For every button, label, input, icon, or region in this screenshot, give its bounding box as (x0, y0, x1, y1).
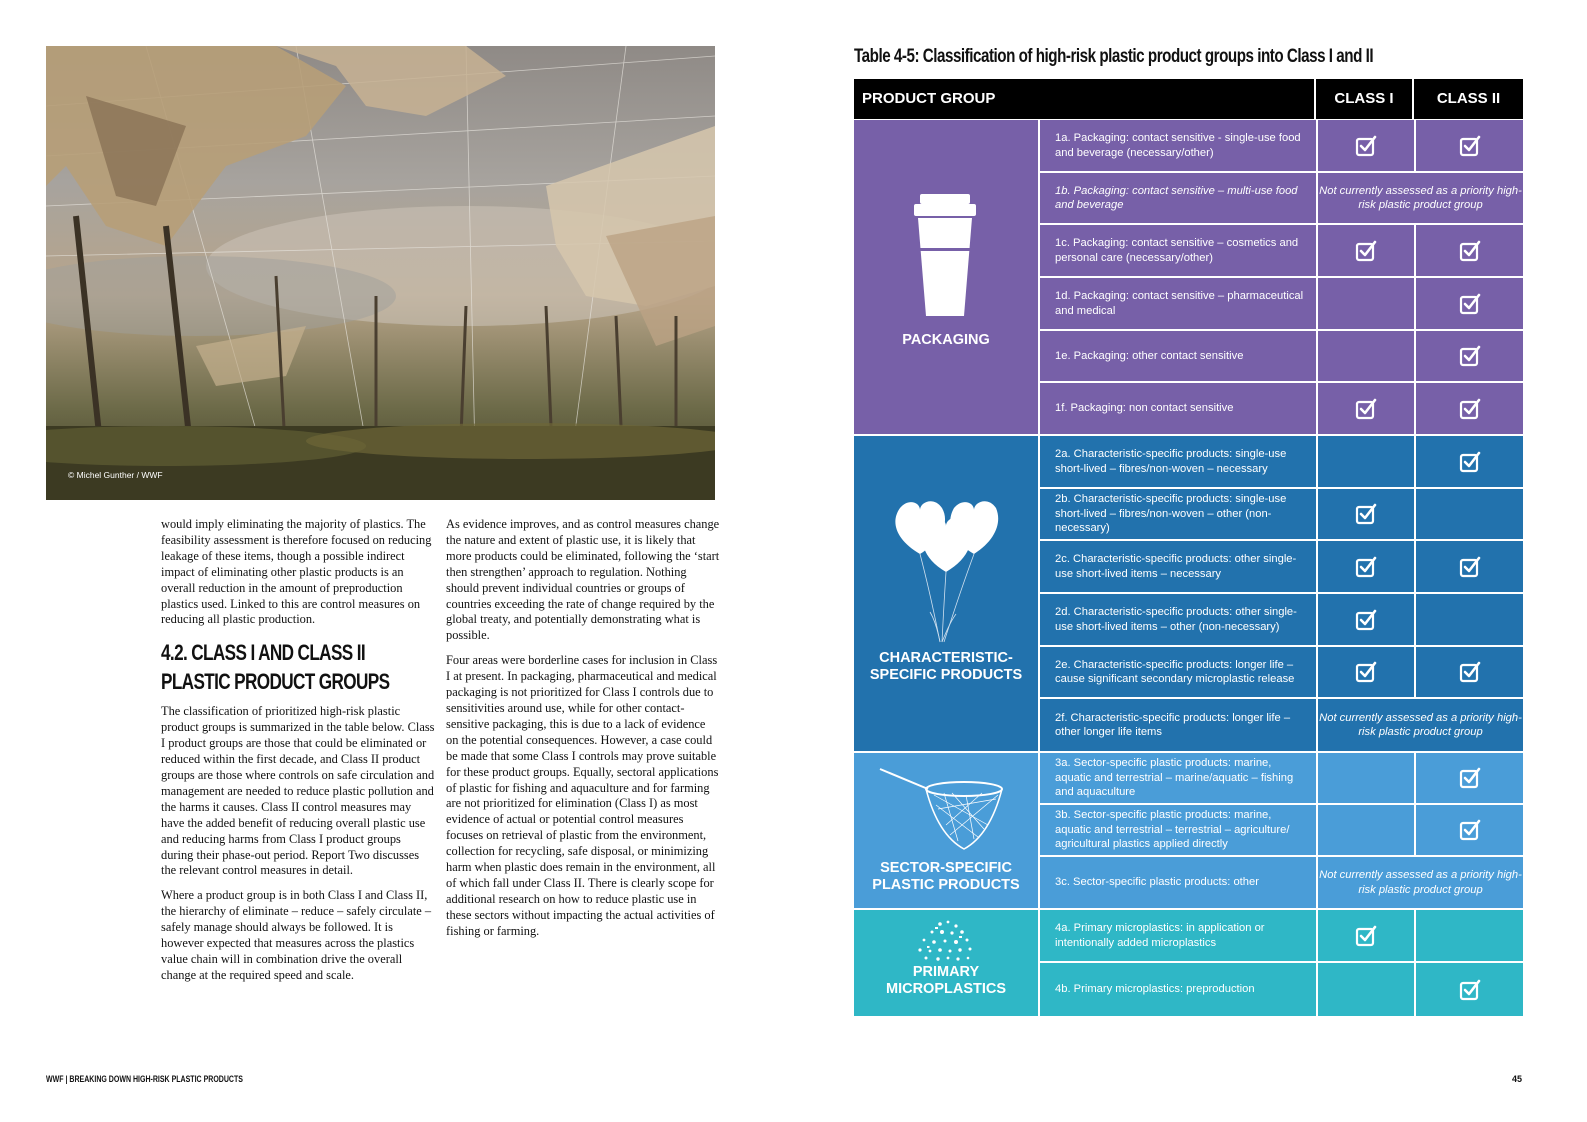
cell-divider (1414, 489, 1416, 539)
checkmark-icon (1459, 556, 1481, 578)
checkmark-icon (1459, 293, 1481, 315)
table-row (1040, 120, 1523, 171)
checkmark-icon (1459, 767, 1481, 789)
table-row (1040, 489, 1523, 539)
table-row (1040, 647, 1523, 697)
class-1-cell (1318, 541, 1414, 592)
table-row (1040, 857, 1523, 908)
not-assessed-note: Not currently assessed as a priority high-risk plastic product group (1319, 869, 1522, 896)
cell-divider (1414, 963, 1416, 1016)
class-1-cell (1318, 805, 1414, 855)
class-2-cell (1416, 647, 1523, 697)
header-class-1: CLASS I (1334, 90, 1394, 107)
table-row (1040, 805, 1523, 855)
paragraph: As evidence improves, and as control measures change the nature and extent of plastic use, it is likely that more products could be eliminated, following the ‘start then strengthen’ approach to regulation. Nothing should prevent individual countries or groups of countries exceeding the rate of change required by the global treaty, and potentially demonstrating what is possible. (446, 517, 720, 643)
text-column-2 (446, 517, 720, 949)
class-2-cell (1416, 541, 1523, 592)
paragraph: Four areas were borderline cases for inclusion in Class I at present. In packaging, pharmaceutical and medical packaging is not prioritized for Class I controls due to sensitivities around use, while for other contact-sensitive packaging, this is due to a lack of evidence on the potential consequences. However, a case could be made that some Class I controls may prove suitable for these product groups. Equally, sectoral applications of plastic for fishing and aquaculture and for farming are not prioritized for elimination (Class I) as most evidence of actual or potential control measures focuses on retrieval of plastic from the environment, collection for recycling, safe disposal, or minimizing harm when plastic does remain in the environment, all of which fall under Class II. There is clearly scope for additional research on how to reduce plastic use in these sectors without impacting the actual activities of fishing or farming. (446, 653, 719, 938)
cell-divider (1316, 910, 1318, 961)
table-title: Table 4-5: Classification of high-risk plastic product groups into Class I and II (854, 46, 1374, 67)
microplastics-icon (912, 918, 978, 962)
cell-divider (1414, 910, 1416, 961)
group-label-primary-microplastics: PRIMARY MICROPLASTICS (885, 964, 1007, 997)
header-product-group: PRODUCT GROUP (862, 90, 996, 107)
header-class-2: CLASS II (1436, 90, 1501, 107)
checkmark-icon (1355, 135, 1377, 157)
cell-divider (1414, 753, 1416, 803)
text-column-1 (161, 517, 436, 993)
class-1-cell (1318, 594, 1414, 645)
table-row (1040, 963, 1523, 1016)
cell-divider (1316, 541, 1318, 592)
table-row (1040, 594, 1523, 645)
group-characteristic-specific (854, 436, 1038, 751)
cell-divider (1414, 436, 1416, 487)
row-description: 1a. Packaging: contact sensitive - single-use food and beverage (necessary/other) (1055, 132, 1301, 159)
checkmark-icon (1459, 451, 1481, 473)
row-description: 3b. Sector-specific plastic products: marine, aquatic and terrestrial – terrestrial – agriculture/ agricultural plastics applied directly (1055, 809, 1290, 851)
cell-divider (1316, 963, 1318, 1016)
table-row (1040, 278, 1523, 329)
row-description: 2c. Characteristic-specific products: other single-use short-lived items – necessary (1055, 553, 1297, 580)
checkmark-icon (1355, 556, 1377, 578)
row-description: 1b. Packaging: contact sensitive – multi-use food and beverage (1055, 184, 1298, 211)
group-label-packaging: PACKAGING (902, 332, 990, 348)
group-label-sector-specific: SECTOR-SPECIFIC PLASTIC PRODUCTS (872, 860, 1020, 893)
checkmark-icon (1355, 240, 1377, 262)
cell-divider (1316, 383, 1318, 434)
cell-divider (1414, 278, 1416, 329)
cell-divider (1414, 383, 1416, 434)
section-title: 4.2. CLASS I AND CLASS II PLASTIC PRODUCT GROUPS (161, 640, 390, 695)
class-1-cell (1318, 120, 1414, 171)
page-number: 45 (1512, 1074, 1523, 1084)
row-description: 1f. Packaging: non contact sensitive (1055, 402, 1234, 415)
not-assessed-note: Not currently assessed as a priority high-risk plastic product group (1319, 711, 1522, 738)
table-header (854, 79, 1523, 119)
checkmark-icon (1459, 135, 1481, 157)
class-1-cell (1318, 647, 1414, 697)
cell-divider (1316, 173, 1318, 223)
class-2-cell (1416, 383, 1523, 434)
class-2-cell (1416, 753, 1523, 803)
class-2-cell (1416, 225, 1523, 276)
class-2-cell (1416, 278, 1523, 329)
row-description: 2b. Characteristic-specific products: single-use short-lived – fibres/non-woven – other (non-necessary) (1055, 493, 1287, 535)
row-description: 4b. Primary microplastics: preproduction (1055, 983, 1255, 996)
checkmark-icon (1459, 661, 1481, 683)
row-description: 2f. Characteristic-specific products: longer life – other longer life items (1055, 711, 1291, 738)
not-assessed-note: Not currently assessed as a priority high-risk plastic product group (1319, 184, 1522, 211)
cell-divider (1414, 594, 1416, 645)
class-2-cell (1416, 489, 1523, 539)
row-description: 2a. Characteristic-specific products: single-use short-lived – fibres/non-woven – necessary (1055, 448, 1287, 475)
class-1-cell (1318, 963, 1414, 1016)
class-2-cell (1416, 436, 1523, 487)
cell-divider (1414, 331, 1416, 381)
row-description: 1e. Packaging: other contact sensitive (1055, 349, 1244, 362)
checkmark-icon (1459, 979, 1481, 1001)
paragraph: The classification of prioritized high-risk plastic product groups is summarized in the table below. Class I product groups are those that could be eliminated or reduced within the first decade, and Class II product groups are those where controls on safe circulation and management are needed to reduce plastic pollution and the harms it causes. Class II control measures may have the added benefit of reducing overall plastic use and reducing harms from Class I product groups during their phase-out period. Report Two discusses the relevant control measures in detail. (161, 704, 435, 878)
class-2-cell (1416, 963, 1523, 1016)
class-1-cell (1318, 753, 1414, 803)
cell-divider (1316, 436, 1318, 487)
class-1-cell (1318, 910, 1414, 961)
cell-divider (1316, 225, 1318, 276)
row-description: 1c. Packaging: contact sensitive – cosmetics and personal care (necessary/other) (1055, 237, 1299, 264)
cell-divider (1414, 225, 1416, 276)
table-row (1040, 383, 1523, 434)
table-row (1040, 173, 1523, 223)
class-2-cell (1416, 910, 1523, 961)
group-sector-specific (854, 753, 1038, 908)
row-description: 3a. Sector-specific plastic products: marine, aquatic and terrestrial – marine/aquatic – fishing and aquaculture (1055, 757, 1294, 799)
table-row (1040, 541, 1523, 592)
group-primary-microplastics (854, 910, 1038, 1016)
row-description: 3c. Sector-specific plastic products: other (1055, 876, 1259, 889)
row-description: 2e. Characteristic-specific products: longer life – cause significant secondary microplastic release (1055, 658, 1295, 685)
photo-credit: © Michel Gunther / WWF (68, 470, 163, 480)
checkmark-icon (1459, 240, 1481, 262)
cell-divider (1316, 857, 1318, 908)
cell-divider (1316, 647, 1318, 697)
class-1-cell (1318, 436, 1414, 487)
table-row (1040, 753, 1523, 803)
class-1-cell (1318, 383, 1414, 434)
checkmark-icon (1355, 925, 1377, 947)
group-packaging (854, 120, 1038, 434)
cell-divider (1414, 541, 1416, 592)
table-row (1040, 225, 1523, 276)
checkmark-icon (1459, 819, 1481, 841)
cell-divider (1316, 699, 1318, 751)
table-row (1040, 331, 1523, 381)
checkmark-icon (1355, 609, 1377, 631)
checkmark-icon (1355, 503, 1377, 525)
cell-divider (1316, 331, 1318, 381)
cup-icon (912, 194, 978, 318)
cell-divider (1414, 647, 1416, 697)
paragraph: Where a product group is in both Class I and Class II, the hierarchy of eliminate – reduce – safely circulate – safely manage should always be followed. It is however expected that measures across the plastics value chain will in combination drive the overall change at the required speed and scale. (161, 888, 432, 982)
cell-divider (1414, 120, 1416, 171)
table-row (1040, 436, 1523, 487)
class-2-cell (1416, 805, 1523, 855)
class-2-cell (1416, 331, 1523, 381)
table-row (1040, 910, 1523, 961)
class-2-cell (1416, 594, 1523, 645)
class-1-cell (1318, 489, 1414, 539)
cell-divider (1316, 120, 1318, 171)
checkmark-icon (1355, 661, 1377, 683)
greenhouse-photo (46, 46, 715, 500)
cell-divider (1316, 489, 1318, 539)
group-label-characteristic-specific: CHARACTERISTIC-SPECIFIC PRODUCTS (869, 650, 1023, 683)
cell-divider (1316, 805, 1318, 855)
class-2-cell (1416, 120, 1523, 171)
checkmark-icon (1355, 398, 1377, 420)
checkmark-icon (1459, 345, 1481, 367)
row-description: 4a. Primary microplastics: in application or intentionally added microplastics (1055, 922, 1265, 949)
cell-divider (1316, 753, 1318, 803)
row-description: 2d. Characteristic-specific products: other single-use short-lived items – other (non-necessary) (1055, 606, 1297, 633)
cell-divider (1414, 805, 1416, 855)
footer-running-title: WWF | BREAKING DOWN HIGH-RISK PLASTIC PRODUCTS (46, 1074, 243, 1084)
class-1-cell (1318, 331, 1414, 381)
class-1-cell (1318, 278, 1414, 329)
balloons-icon (890, 492, 1002, 652)
cell-divider (1316, 594, 1318, 645)
fishing-net-icon (878, 765, 1008, 851)
class-1-cell (1318, 225, 1414, 276)
table-row (1040, 699, 1523, 751)
row-description: 1d. Packaging: contact sensitive – pharmaceutical and medical (1055, 290, 1304, 317)
paragraph: would imply eliminating the majority of plastics. The feasibility assessment is therefore focused on reducing leakage of these items, though a possible indirect impact of eliminating other plastic products is an overall reduction in the amount of preproduction plastics used. Linked to this are control measures on reducing all plastic production. (161, 517, 432, 627)
checkmark-icon (1459, 398, 1481, 420)
cell-divider (1316, 278, 1318, 329)
